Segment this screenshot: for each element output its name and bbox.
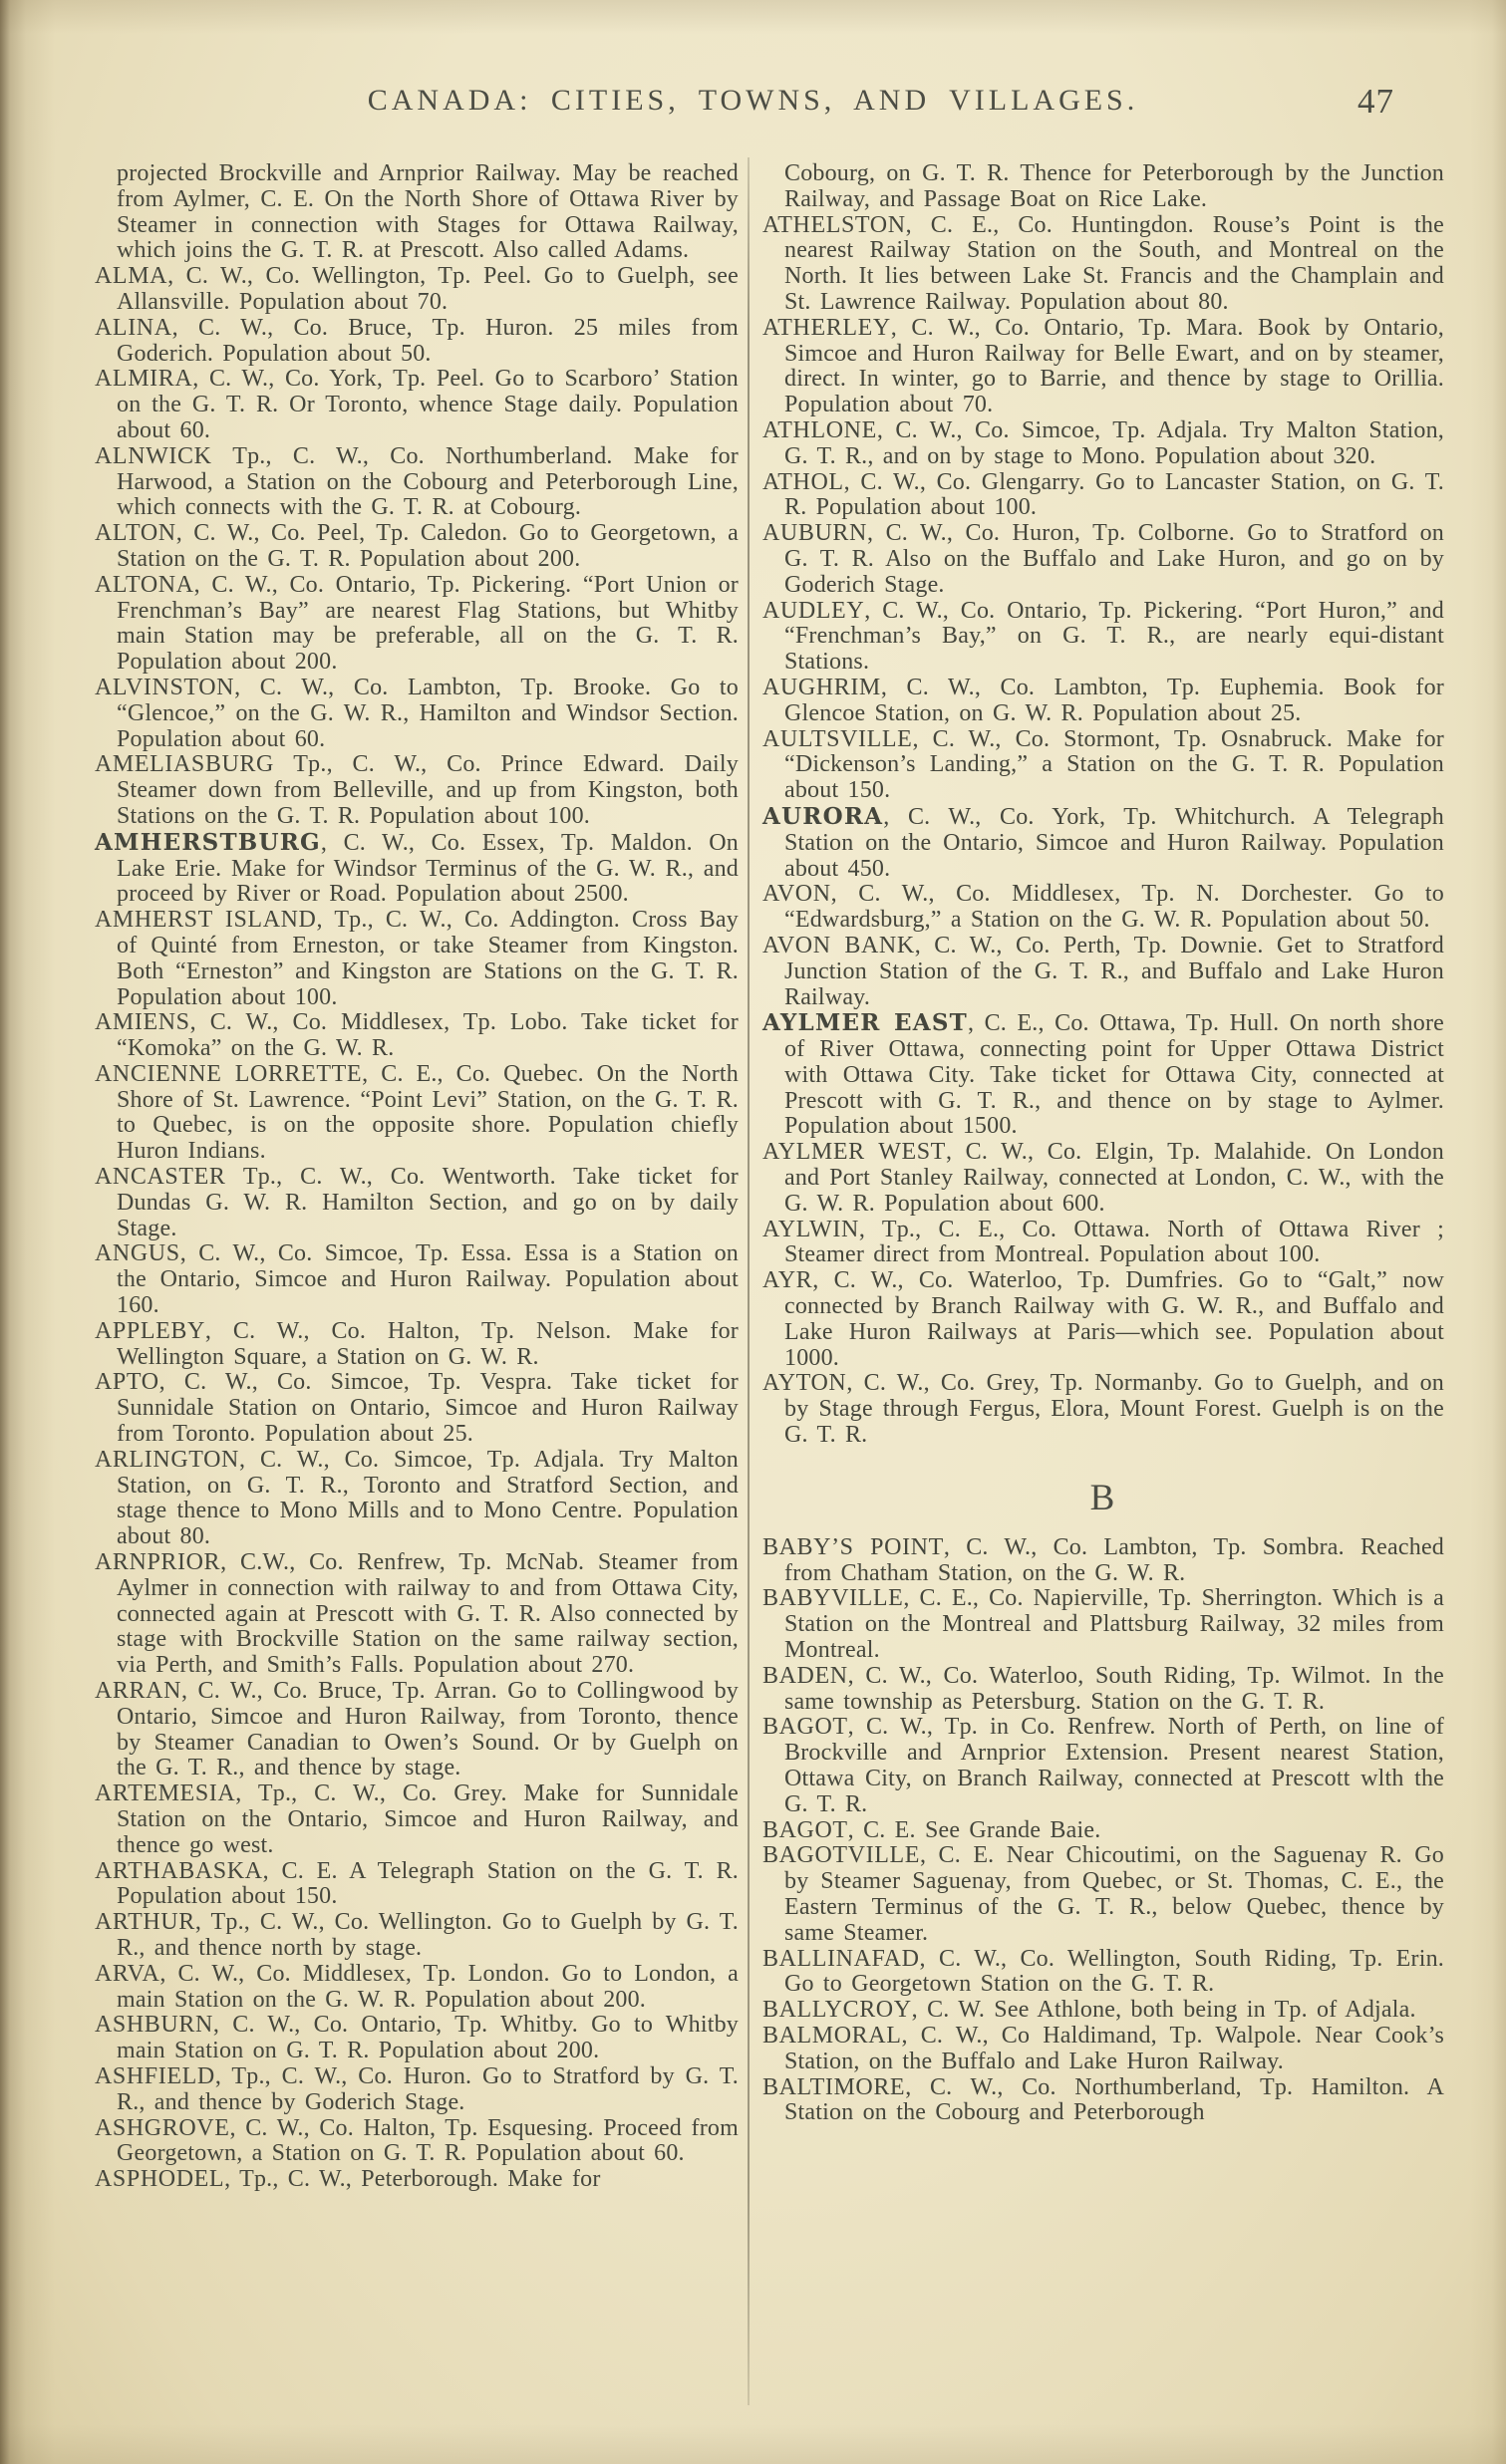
gazetteer-entry: APPLEBY, C. W., Co. Halton, Tp. Nelson. Make for Wellington Square, a Station on G. W. R. xyxy=(95,1317,739,1370)
gazetteer-entry: ALTONA, C. W., Co. Ontario, Tp. Pickering. “Port Union or Frenchman’s Bay” are nearest Flag Stations, but Whitby main Station may be preferable, all on the G. T. R. Population about 200. xyxy=(95,571,739,676)
gazetteer-entry: ALNWICK Tp., C. W., Co. Northumberland. Make for Harwood, a Station on the Cobourg and Peterborough Line, which connects with the G. T. R. at Cobourg. xyxy=(95,442,739,521)
gazetteer-entry: AUBURN, C. W., Co. Huron, Tp. Colborne. Go to Stratford on G. T. R. Also on the Buffalo and Lake Huron, and go on by Goderich Stage. xyxy=(762,520,1444,598)
gazetteer-entry: ARNPRIOR, C.W., Co. Renfrew, Tp. McNab. Steamer from Aylmer in connection with railway to and from Ottawa City, connected again at Prescott with G. T. R. Also connected by stage with Brockville Station on the same railway section, via Perth, and Smith’s Falls. Population about 270. xyxy=(95,1549,739,1679)
entry-name: AMIENS xyxy=(95,1009,190,1036)
entry-name: APTO xyxy=(95,1369,159,1396)
gazetteer-entry: ARVA, C. W., Co. Middlesex, Tp. London. Go to London, a main Station on the G. W. R. Population about 200. xyxy=(95,1960,739,2013)
entry-name: BABYVILLE xyxy=(762,1585,904,1612)
gazetteer-entry: BALLYCROY, C. W. See Athlone, both being in Tp. of Adjala. xyxy=(762,1997,1416,2024)
gazetteer-entry: AMHERSTBURG, C. W., Co. Essex, Tp. Maldon. On Lake Erie. Make for Windsor Terminus of the G. W. R., and proceed by River or Road. Population about 2500. xyxy=(95,828,739,908)
gazetteer-entry: ARTHABASKA, C. E. A Telegraph Station on the G. T. R. Population about 150. xyxy=(95,1857,739,1910)
entry-name: BALLINAFAD xyxy=(762,1945,920,1972)
gazetteer-entry: AULTSVILLE, C. W., Co. Stormont, Tp. Osnabruck. Make for “Dickenson’s Landing,” a Station on the G. T. R. Population about 150. xyxy=(762,725,1444,804)
entry-name: ATHERLEY xyxy=(762,314,891,341)
gazetteer-entry: ARRAN, C. W., Co. Bruce, Tp. Arran. Go to Collingwood by Ontario, Simcoe and Huron Railway, from Toronto, thence by Steamer Canadian to Owen’s Sound. Or by Guelph on the G. T. R., and thence by stage. xyxy=(95,1678,739,1781)
entry-name: ALNWICK xyxy=(95,442,212,469)
entry-name: AURORA xyxy=(762,802,884,830)
column-divider-rule xyxy=(748,157,750,2405)
entry-name: AMHERST ISLAND xyxy=(95,907,317,934)
gazetteer-entry: AMELIASBURG Tp., C. W., Co. Prince Edward. Daily Steamer down from Belleville, and up from Kingston, both Stations on the G. T. R. Population about 100. xyxy=(95,751,739,829)
gazetteer-entry: AMIENS, C. W., Co. Middlesex, Tp. Lobo. Take ticket for “Komoka” on the G. W. R. xyxy=(95,1009,739,1062)
gazetteer-entry: ATHLONE, C. W., Co. Simcoe, Tp. Adjala. Try Malton Station, G. T. R., and on by stage to Mono. Population about 320. xyxy=(762,416,1444,469)
gazetteer-entry: ALTON, C. W., Co. Peel, Tp. Caledon. Go to Georgetown, a Station on the G. T. R. Population about 200. xyxy=(95,520,739,572)
section-letter: B xyxy=(1089,1477,1117,1518)
gazetteer-entry: AURORA, C. W., Co. York, Tp. Whitchurch. A Telegraph Station on the Ontario, Simcoe and Huron Railway. Population about 450. xyxy=(762,802,1444,882)
gazetteer-entry: ARLINGTON, C. W., Co. Simcoe, Tp. Adjala. Try Malton Station, on G. T. R., Toronto and Stratford Section, and stage thence to Mono Mills and to Mono Centre. Population about 80. xyxy=(95,1446,739,1550)
entry-name: BABY’S POINT xyxy=(762,1533,944,1560)
page-number: 47 xyxy=(1357,82,1394,121)
entry-name: BAGOTVILLE xyxy=(762,1842,920,1869)
gazetteer-entry: ARTEMESIA, Tp., C. W., Co. Grey. Make for Sunnidale Station on the Ontario, Simcoe and Huron Railway, and thence go west. xyxy=(95,1780,739,1858)
gazetteer-entry: ASHGROVE, C. W., Co. Halton, Tp. Esquesing. Proceed from Georgetown, a Station on G. T. R. Population about 60. xyxy=(95,2114,739,2167)
entry-name: ALVINSTON xyxy=(95,674,235,700)
gazetteer-entry: AUGHRIM, C. W., Co. Lambton, Tp. Euphemia. Book for Glencoe Station, on G. W. R. Population about 25. xyxy=(762,674,1444,726)
entry-name: ANGUS xyxy=(95,1240,180,1267)
gazetteer-entry: ALMIRA, C. W., Co. York, Tp. Peel. Go to Scarboro’ Station on the G. T. R. Or Toronto, whence Stage daily. Population about 60. xyxy=(95,366,739,443)
entry-name: AVON BANK xyxy=(762,932,915,958)
entry-name: AUGHRIM xyxy=(762,674,881,700)
entry-name: ALMA xyxy=(95,263,168,290)
gazetteer-entry: projected Brockville and Arnprior Railway. May be reached from Aylmer, C. E. On the North Shore of Ottawa River by Steamer in connection with Stages for Ottawa Railway, which joins the G. T. R. at Prescott. Also called Adams. xyxy=(117,160,739,264)
gazetteer-entry: APTO, C. W., Co. Simcoe, Tp. Vespra. Take ticket for Sunnidale Station on Ontario, Simcoe and Huron Railway from Toronto. Population about 25. xyxy=(95,1369,739,1448)
gazetteer-entry: AUDLEY, C. W., Co. Ontario, Tp. Pickering. “Port Huron,” and “Frenchman’s Bay,” on G. T. R., are nearly equi-distant Stations. xyxy=(762,597,1444,676)
entry-name: BAGOT xyxy=(762,1816,848,1843)
entry-name: AYLMER EAST xyxy=(762,1009,968,1037)
gazetteer-entry: ALVINSTON, C. W., Co. Lambton, Tp. Brooke. Go to “Glencoe,” on the G. W. R., Hamilton and Windsor Section. Population about 60. xyxy=(95,674,739,752)
gazetteer-entry: ASHFIELD, Tp., C. W., Co. Huron. Go to Stratford by G. T. R., and thence by Goderich Stage. xyxy=(95,2062,739,2115)
entry-name: ARTHUR xyxy=(95,1909,195,1936)
entry-name: AMELIASBURG xyxy=(95,751,274,778)
entry-name: ANCASTER xyxy=(95,1164,226,1191)
entry-name: ARNPRIOR xyxy=(95,1549,221,1576)
right-column xyxy=(762,161,1444,2126)
entry-name: AUDLEY xyxy=(762,597,865,624)
gazetteer-entry: ALMA, C. W., Co. Wellington, Tp. Peel. Go to Guelph, see Allansville. Population about 70. xyxy=(95,263,739,315)
entry-name: APPLEBY xyxy=(95,1317,205,1344)
gazetteer-entry: BALLINAFAD, C. W., Co. Wellington, South Riding, Tp. Erin. Go to Georgetown Station on the G. T. R. xyxy=(762,1945,1444,1998)
entry-name: ASPHODEL xyxy=(95,2166,225,2193)
gazetteer-entry: BALMORAL, C. W., Co Haldimand, Tp. Walpole. Near Cook’s Station, on the Buffalo and Lake Huron Railway. xyxy=(762,2022,1444,2074)
gazetteer-entry: AYLMER EAST, C. E., Co. Ottawa, Tp. Hull. On north shore of River Ottawa, connecting point for Upper Ottawa District with Ottawa City. Take ticket for Ottawa City, connected at Prescott with G. T. R., and thence on by stage to Aylmer. Population about 1500. xyxy=(762,1009,1444,1140)
entry-name: ASHFIELD xyxy=(95,2062,215,2089)
entry-name: ATHOL xyxy=(762,468,844,495)
gazetteer-entry: ASPHODEL, Tp., C. W., Peterborough. Make for xyxy=(95,2166,601,2193)
page-header xyxy=(0,84,1506,128)
gazetteer-entry: ATHOL, C. W., Co. Glengarry. Go to Lancaster Station, on G. T. R. Population about 100. xyxy=(762,468,1444,521)
entry-name: ATHELSTON xyxy=(762,211,906,238)
gazetteer-entry: BAGOT, C. W., Tp. in Co. Renfrew. North of Perth, on line of Brockville and Arnprior Extension. Present nearest Station, Ottawa City, on Branch Railway, connected at Prescott wlth the G. T. R. xyxy=(762,1714,1444,1817)
entry-name: AYLWIN xyxy=(762,1216,859,1242)
entry-name: AYR xyxy=(762,1267,813,1294)
gazetteer-entry: BADEN, C. W., Co. Waterloo, South Riding, Tp. Wilmot. In the same township as Petersburg. Station on the G. T. R. xyxy=(762,1662,1444,1715)
entry-name: ALINA xyxy=(95,314,172,341)
entry-name: ALTONA xyxy=(95,571,194,598)
gazetteer-entry: BABYVILLE, C. E., Co. Napierville, Tp. Sherrington. Which is a Station on the Montreal and Plattsburg Railway, 32 miles from Montreal. xyxy=(762,1585,1444,1664)
gazetteer-entry: AYLWIN, Tp., C. E., Co. Ottawa. North of Ottawa River ; Steamer direct from Montreal. Population about 100. xyxy=(762,1216,1444,1268)
entry-name: BALTIMORE xyxy=(762,2073,906,2100)
entry-name: BAGOT xyxy=(762,1714,848,1741)
gazetteer-entry: BABY’S POINT, C. W., Co. Lambton, Tp. Sombra. Reached from Chatham Station, on the G. W. R. xyxy=(762,1533,1444,1586)
page-title: CANADA: CITIES, TOWNS, AND VILLAGES. xyxy=(367,84,1139,117)
entry-name: BALLYCROY xyxy=(762,1997,912,2024)
gazetteer-entry: AYLMER WEST, C. W., Co. Elgin, Tp. Malahide. On London and Port Stanley Railway, connected at London, C. W., with the G. W. R. Population about 600. xyxy=(762,1139,1444,1217)
entry-name: BADEN xyxy=(762,1662,848,1689)
entry-name: AMHERSTBURG xyxy=(95,828,321,856)
gazetteer-entry: ANCASTER Tp., C. W., Co. Wentworth. Take ticket for Dundas G. W. R. Hamilton Section, and go on by daily Stage. xyxy=(95,1164,739,1241)
gazetteer-entry: ANCIENNE LORRETTE, C. E., Co. Quebec. On the North Shore of St. Lawrence. “Point Levi” Station, on the G. T. R. to Quebec, is on the opposite shore. Population chiefly Huron Indians. xyxy=(95,1060,740,1165)
gazetteer-entry: AVON BANK, C. W., Co. Perth, Tp. Downie. Get to Stratford Junction Station of the G. T. R., and Buffalo and Lake Huron Railway. xyxy=(762,932,1444,1010)
entry-name: AYTON xyxy=(762,1370,847,1397)
entry-name: BALMORAL xyxy=(762,2022,902,2049)
gazetteer-entry: Cobourg, on G. T. R. Thence for Peterborough by the Junction Railway, and Passage Boat on Rice Lake. xyxy=(784,160,1444,212)
entry-name: ASHGROVE xyxy=(95,2114,230,2141)
entry-name: ARTHABASKA xyxy=(95,1857,263,1884)
entry-name: ALMIRA xyxy=(95,366,193,393)
entry-name: ARLINGTON xyxy=(95,1446,239,1473)
gazetteer-entry: AVON, C. W., Co. Middlesex, Tp. N. Dorchester. Go to “Edwardsburg,” a Station on the G. W. R. Population about 50. xyxy=(762,881,1444,934)
entry-name: ARVA xyxy=(95,1960,160,1987)
entry-name: ASHBURN xyxy=(95,2012,213,2039)
left-column xyxy=(95,161,739,2193)
gazetteer-entry: ATHELSTON, C. E., Co. Huntingdon. Rouse’s Point is the nearest Railway Station on the South, and Montreal on the North. It lies between Lake St. Francis and the Champlain and St. Lawrence Railway. Population about 80. xyxy=(762,211,1444,315)
entry-name: ANCIENNE LORRETTE xyxy=(95,1060,363,1087)
gazetteer-entry: ASHBURN, C. W., Co. Ontario, Tp. Whitby. Go to Whitby main Station on G. T. R. Population about 200. xyxy=(95,2012,739,2064)
entry-name: ATHLONE xyxy=(762,416,877,443)
entry-name: ARRAN xyxy=(95,1678,182,1705)
gazetteer-entry: ANGUS, C. W., Co. Simcoe, Tp. Essa. Essa is a Station on the Ontario, Simcoe and Huron Railway. Population about 160. xyxy=(95,1240,739,1319)
gazetteer-entry: ATHERLEY, C. W., Co. Ontario, Tp. Mara. Book by Ontario, Simcoe and Huron Railway for Belle Ewart, and on by steamer, direct. In winter, go to Barrie, and thence by stage to Orillia. Population about 70. xyxy=(762,314,1444,418)
entry-name: AVON xyxy=(762,881,831,908)
gazetteer-entry: ALINA, C. W., Co. Bruce, Tp. Huron. 25 miles from Goderich. Population about 50. xyxy=(95,314,739,367)
entry-name: AYLMER WEST xyxy=(762,1139,946,1166)
gazetteer-entry: AYTON, C. W., Co. Grey, Tp. Normanby. Go to Guelph, and on by Stage through Fergus, Elora, Mount Forest. Guelph is on the G. T. R. xyxy=(762,1370,1444,1449)
entry-name: ARTEMESIA xyxy=(95,1780,236,1807)
entry-name: AUBURN xyxy=(762,520,867,547)
gazetteer-entry: AYR, C. W., Co. Waterloo, Tp. Dumfries. Go to “Galt,” now connected by Branch Railway with G. W. R., and Buffalo and Lake Huron Railways at Paris—which see. Population about 1000. xyxy=(762,1267,1444,1371)
gazetteer-entry: BAGOT, C. E. See Grande Baie. xyxy=(762,1816,1101,1843)
gazetteer-entry: AMHERST ISLAND, Tp., C. W., Co. Addington. Cross Bay of Quinté from Erneston, or take Steamer from Kingston. Both “Erneston” and Kingston are Stations on the G. T. R. Population about 100. xyxy=(95,907,739,1010)
gazetteer-entry: ARTHUR, Tp., C. W., Co. Wellington. Go to Guelph by G. T. R., and thence north by stage. xyxy=(95,1909,739,1961)
gazetteer-entry: BALTIMORE, C. W., Co. Northumberland, Tp. Hamilton. A Station on the Cobourg and Peterborough xyxy=(762,2073,1444,2126)
entry-name: ALTON xyxy=(95,520,176,547)
gazetteer-entry: BAGOTVILLE, C. E. Near Chicoutimi, on the Saguenay R. Go by Steamer Saguenay, from Quebec, or St. Thomas, C. E., the Eastern Terminus of the G. T. R., below Quebec, thence by same Steamer. xyxy=(762,1842,1444,1946)
entry-name: AULTSVILLE xyxy=(762,725,913,752)
